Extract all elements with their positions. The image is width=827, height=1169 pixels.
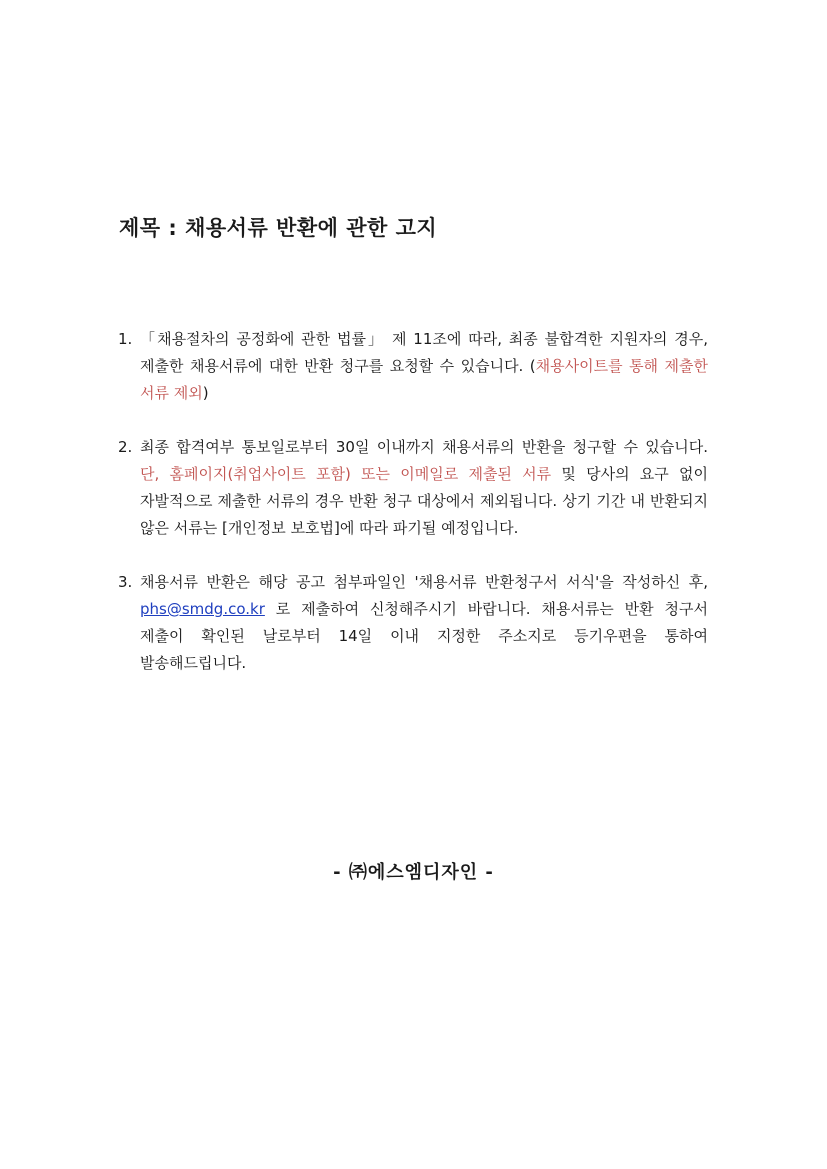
- item-number: 1.: [118, 330, 133, 348]
- item-number: 3.: [118, 573, 133, 591]
- item-number: 2.: [118, 438, 133, 456]
- notice-item-2: [118, 434, 708, 542]
- item-text: 최종 합격여부 통보일로부터 30일 이내까지 채용서류의 반환을 청구할 수 있습니다.: [140, 438, 708, 456]
- item-text: ): [202, 384, 209, 402]
- email-link[interactable]: phs@smdg.co.kr: [140, 600, 265, 618]
- document-title: 제목 : 채용서류 반환에 관한 고지: [119, 216, 438, 240]
- company-signature: - ㈜에스엠디자인 -: [333, 862, 494, 883]
- item-text: 채용서류 반환은 해당 공고 첨부파일인 '채용서류 반환청구서 서식'을 작성하신 후,: [140, 573, 708, 591]
- item-text: 및 당사의 요구 없이 자발적으로 제출한 서류의 경우 반환 청구 대상에서 제외됩니다. 상기 기간 내 반환되지 않은 서류는 [개인정보 보호법]에 따라 파기될 예정입니다.: [140, 465, 708, 537]
- notice-item-1: [118, 326, 708, 407]
- item-text: 「채용절차의 공정화에 관한 법률」 제 11조에 따라, 최종 불합격한 지원자의 경우, 제출한 채용서류에 대한 반환 청구를 요청할 수 있습니다. (: [140, 330, 708, 375]
- notice-item-3: [118, 569, 708, 677]
- highlighted-text: 채용사이트를 통해 제출한 서류 제외: [140, 357, 708, 402]
- item-text: 로 제출하여 신청해주시기 바랍니다. 채용서류는 반환 청구서 제출이 확인된 날로부터 14일 이내 지정한 주소지로 등기우편을 통하여 발송해드립니다.: [140, 600, 708, 672]
- highlighted-text: 단, 홈페이지(취업사이트 포함) 또는 이메일로 제출된 서류: [140, 465, 552, 483]
- notice-list: [118, 326, 708, 704]
